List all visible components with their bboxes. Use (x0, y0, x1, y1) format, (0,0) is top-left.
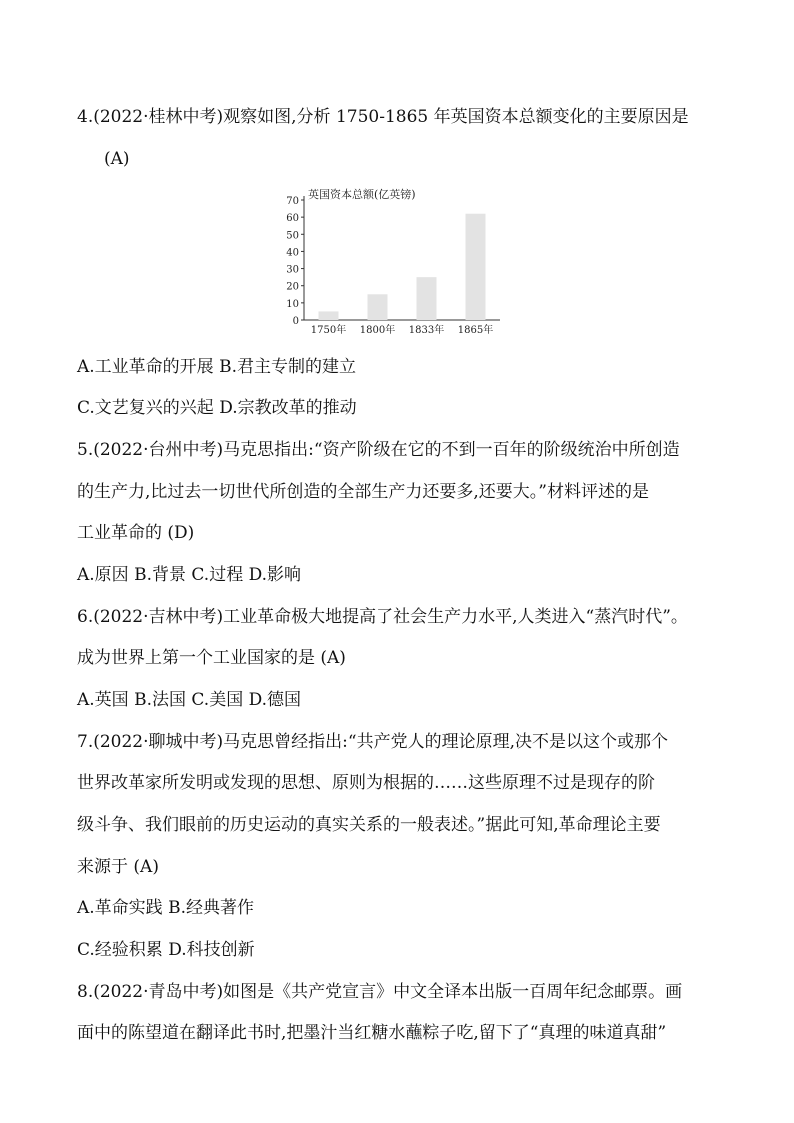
y-tick-label: 40 (286, 247, 299, 259)
q5-stem-line1: 5.(2022·台州中考)马克思指出:“资产阶级在它的不到一百年的阶级统治中所创造 (77, 440, 680, 460)
q6-options: A.英国 B.法国 C.美国 D.德国 (77, 690, 302, 710)
q4-answer: (A) (104, 149, 130, 169)
bar (417, 277, 437, 320)
q5-options: A.原因 B.背景 C.过程 D.影响 (77, 565, 302, 585)
q7-stem-line3: 级斗争、我们眼前的历史运动的真实关系的一般表述。”据此可知,革命理论主要 (77, 815, 661, 835)
y-tick-label: 70 (286, 196, 299, 207)
x-tick-label: 1865年 (457, 325, 494, 336)
q6-stem-line1: 6.(2022·吉林中考)工业革命极大地提高了社会生产力水平,人类进入“蒸汽时代”。 (77, 607, 688, 627)
bar (466, 214, 486, 320)
x-tick-label: 1800年 (359, 325, 396, 336)
y-tick-label: 10 (286, 298, 299, 310)
q7-options-cd: C.经验积累 D.科技创新 (77, 940, 255, 960)
q4-options-ab: A.工业革命的开展 B.君主专制的建立 (77, 357, 356, 377)
q7-stem-line4: 来源于 (A) (77, 857, 159, 877)
y-tick-label: 30 (286, 264, 299, 276)
capital-bar-chart (280, 186, 510, 336)
chart-title: 英国资本总额(亿英镑) (308, 188, 416, 201)
q8-stem-line2: 面中的陈望道在翻译此书时,把墨汁当红糖水蘸粽子吃,留下了“真理的味道真甜” (77, 1023, 667, 1043)
q8-stem-line1: 8.(2022·青岛中考)如图是《共产党宣言》中文全译本出版一百周年纪念邮票。画 (77, 982, 683, 1002)
q4-options-cd: C.文艺复兴的兴起 D.宗教改革的推动 (77, 398, 357, 418)
x-tick-label: 1833年 (408, 325, 445, 336)
bar (319, 311, 339, 320)
y-tick-label: 60 (286, 213, 299, 225)
y-tick-label: 20 (286, 281, 299, 293)
y-tick-label: 0 (292, 316, 299, 327)
x-tick-label: 1750年 (310, 325, 347, 336)
q7-stem-line1: 7.(2022·聊城中考)马克思曾经指出:“共产党人的理论原理,决不是以这个或那个 (77, 732, 668, 752)
q7-options-ab: A.革命实践 B.经典著作 (77, 898, 254, 918)
q7-stem-line2: 世界改革家所发明或发现的思想、原则为根据的……这些原理不过是现存的阶 (77, 773, 655, 793)
q5-stem-line3: 工业革命的 (D) (77, 523, 195, 543)
y-tick-label: 50 (286, 230, 299, 242)
q6-stem-line2: 成为世界上第一个工业国家的是 (A) (77, 648, 346, 668)
q5-stem-line2: 的生产力,比过去一切世代所创造的全部生产力还要多,还要大。”材料评述的是 (77, 482, 649, 502)
bar (368, 294, 388, 320)
q4-stem: 4.(2022·桂林中考)观察如图,分析 1750-1865 年英国资本总额变化的主要原因是 (77, 107, 689, 127)
